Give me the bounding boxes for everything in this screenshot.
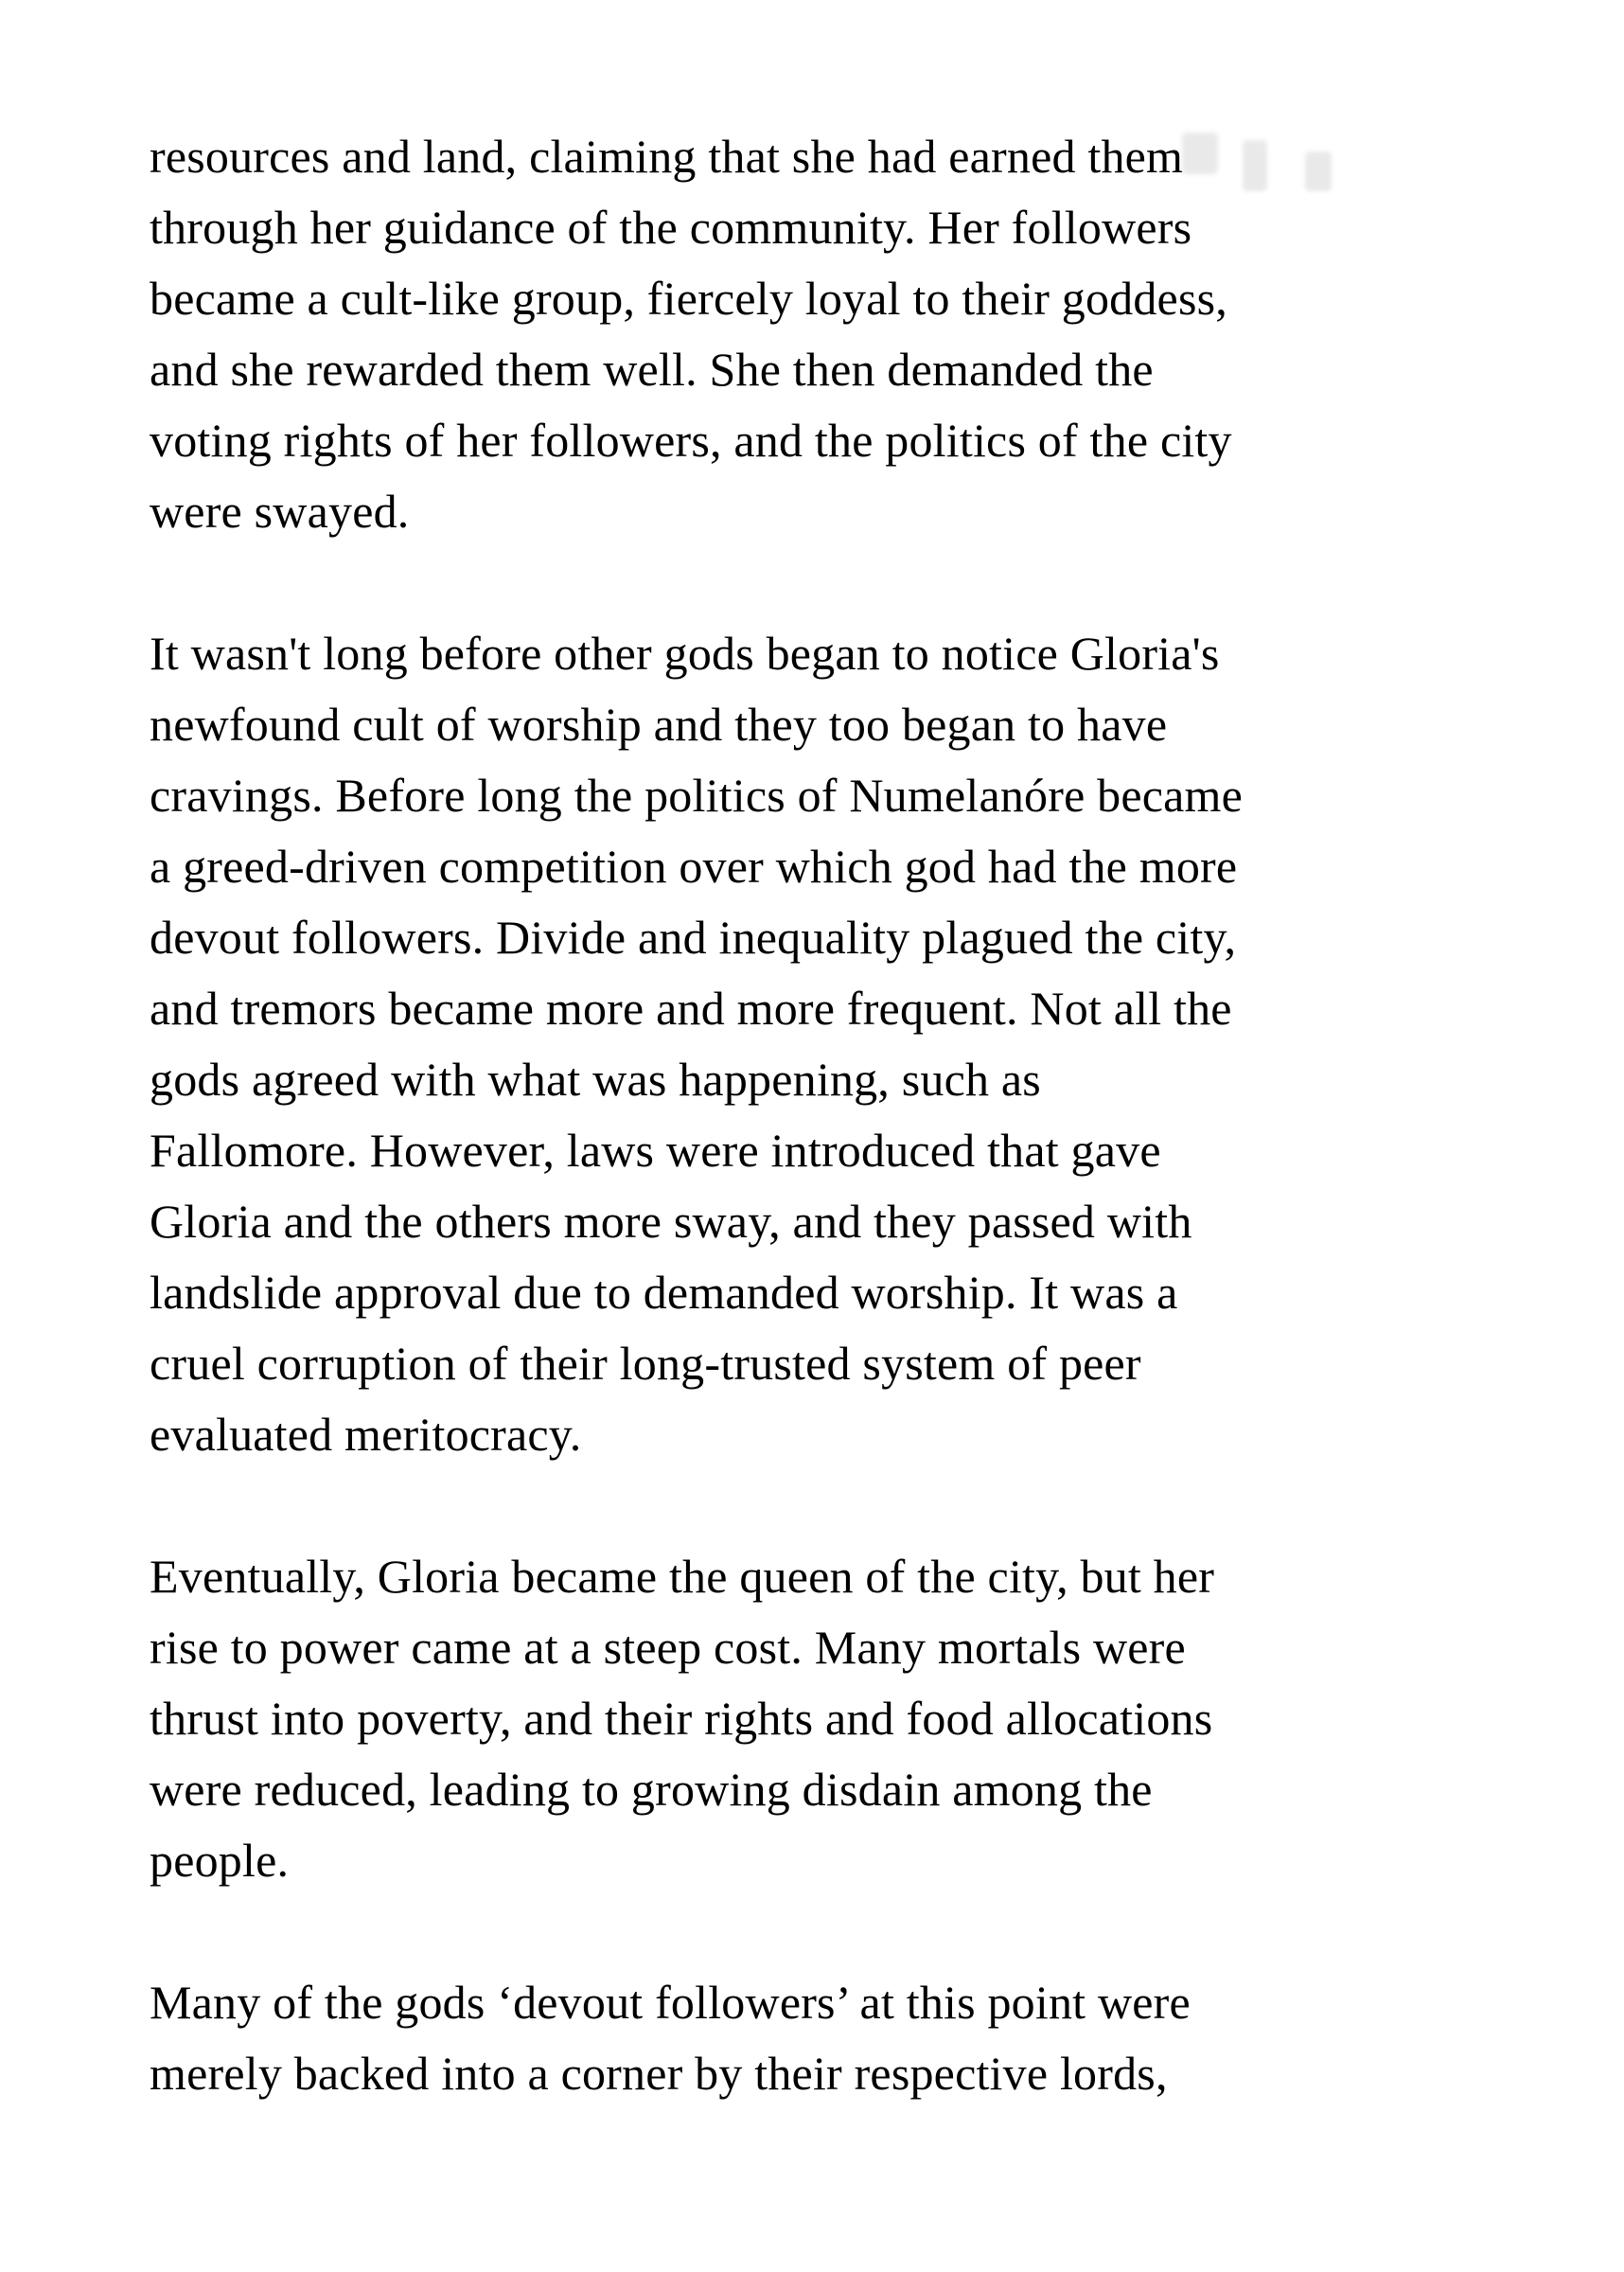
text-line: merely backed into a corner by their respective lords, [150,2047,1168,2100]
text-line: voting rights of her followers, and the politics of the city [150,414,1232,467]
paragraph-3 [150,1541,1550,1896]
text-line: Fallomore. However, laws were introduced that gave [150,1124,1161,1177]
text-line: Many of the gods ‘devout followers’ at this point were [150,1976,1191,2029]
text-line: a greed-driven competition over which god had the more [150,840,1238,893]
text-line: people. [150,1834,290,1887]
text-line: were swayed. [150,485,410,538]
text-line: rise to power came at a steep cost. Many mortals were [150,1621,1186,1674]
text-line: cruel corruption of their long-trusted system of peer [150,1337,1141,1390]
text-line: became a cult-like group, fiercely loyal to their goddess, [150,272,1227,325]
text-line: landslide approval due to demanded worship. It was a [150,1266,1178,1319]
text-line: newfound cult of worship and they too began to have [150,698,1168,751]
text-line: through her guidance of the community. Her followers [150,201,1192,254]
text-line: gods agreed with what was happening, such as [150,1053,1041,1106]
text-line: and tremors became more and more frequent. Not all the [150,982,1232,1035]
text-line: devout followers. Divide and inequality plagued the city, [150,911,1237,964]
text-line: thrust into poverty, and their rights and food allocations [150,1692,1213,1745]
paragraph-4 [150,1967,1550,2109]
text-line: and she rewarded them well. She then demanded the [150,343,1154,396]
text-line: Gloria and the others more sway, and they passed with [150,1195,1192,1248]
document-text [150,121,1550,2180]
text-line: evaluated meritocracy. [150,1408,582,1461]
text-line: resources and land, claiming that she had earned them [150,130,1184,183]
text-line: It wasn't long before other gods began to notice Gloria's [150,627,1220,680]
paragraph-2 [150,618,1550,1470]
paragraph-1 [150,121,1550,547]
text-line: cravings. Before long the politics of Numelanóre became [150,769,1244,822]
text-line: Eventually, Gloria became the queen of the city, but her [150,1550,1215,1603]
text-line: were reduced, leading to growing disdain among the [150,1763,1153,1816]
